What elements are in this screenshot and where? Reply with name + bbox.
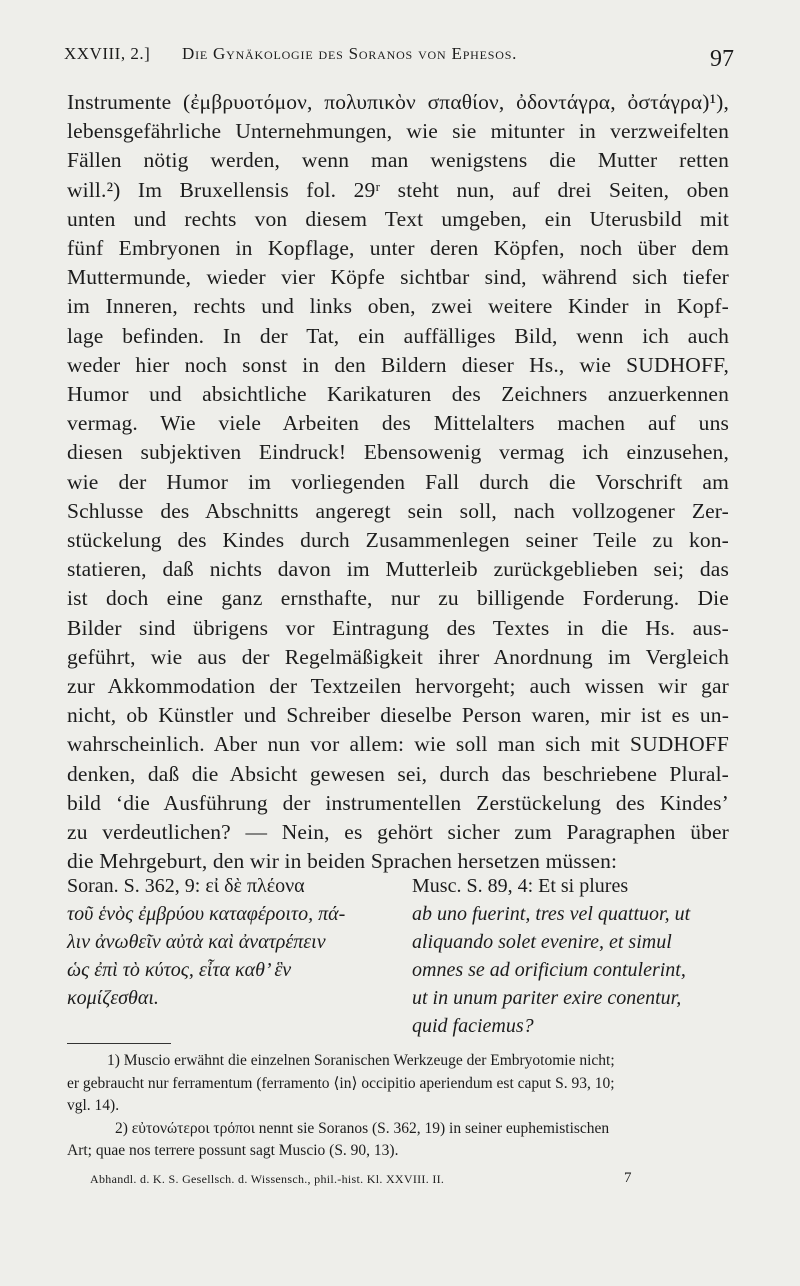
body-line: weder hier noch sonst in den Bildern dieser Hs., wie SUDHOFF,: [67, 352, 729, 377]
body-line: Bilder sind übrigens vor Eintragung des Textes in die Hs. aus-: [67, 615, 729, 640]
footnote-line: er gebraucht nur ferramentum (ferramento ⟨in⟩ occipitio aperiendum est caput S. 93, 10;: [67, 1074, 615, 1092]
body-line: denken, daß die Absicht gewesen sei, durch das beschriebene Plural-: [67, 761, 729, 786]
main-text: [67, 88, 729, 876]
greek-quotation: [67, 872, 393, 1012]
running-title: Die Gynäkologie des Soranos von Ephesos.: [182, 44, 518, 63]
footnote-line: vgl. 14).: [67, 1097, 120, 1114]
body-line: ist doch eine ganz ernsthafte, nur zu billigende Forderung. Die: [67, 586, 729, 611]
body-line: Muttermunde, wieder vier Köpfe sichtbar sind, während sich tiefer: [67, 265, 729, 290]
body-line: Schlusse des Abschnitts angeregt sein soll, nach vollzogener Zer-: [67, 498, 729, 523]
latin-quotation: [412, 872, 733, 1040]
footnote-line: 2) εὐτονώτεροι τρόποι nennt sie Soranos (S. 362, 19) in seiner euphemistischen: [115, 1119, 610, 1137]
body-line: geführt, wie aus der Regelmäßigkeit ihrer Anordnung im Vergleich: [67, 644, 729, 669]
greek-line: κομίζεσθαι.: [67, 987, 159, 1009]
footnote-1: [67, 1050, 731, 1118]
footnote-line: 1) Muscio erwähnt die einzelnen Soranischen Werkzeuge der Embryotomie nicht;: [107, 1052, 615, 1069]
body-line: Fällen nötig werden, wenn man wenigstens die Mutter retten: [67, 148, 729, 173]
latin-line: quid faciemus?: [412, 1015, 534, 1037]
body-line: vermag. Wie viele Arbeiten des Mittelalters machen auf uns: [67, 411, 729, 436]
greek-line: λιν ἀνωθεῖν αὐτὰ καὶ ἀνατρέπειν: [67, 931, 326, 953]
body-line: zur Akkommodation der Textzeilen hervorgeht; auch wissen wir gar: [67, 674, 729, 699]
body-line: bild ‘die Ausführung der instrumentellen Zerstückelung des Kindes’: [67, 790, 729, 815]
body-line: wahrscheinlich. Aber nun vor allem: wie soll man sich mit SUDHOFF: [67, 732, 729, 757]
body-line: lage befinden. In der Tat, ein auffälliges Bild, wenn ich auch: [67, 323, 729, 348]
latin-line: omnes se ad orificium contulerint,: [412, 959, 686, 981]
body-line: zu verdeutlichen? — Nein, es gehört sicher zum Paragraphen über: [67, 820, 729, 845]
signature-mark: 7: [624, 1170, 632, 1186]
greek-line: τοῦ ἑνὸς ἐμβρύου καταφέροιτο, πά-: [67, 903, 346, 925]
footnotes: [67, 1050, 731, 1163]
running-header: [64, 40, 744, 76]
body-line: diesen subjektiven Eindruck! Ebensowenig vermag ich einzusehen,: [67, 440, 729, 465]
body-line: Instrumente (ἐμβρυοτόμον, πολυπικὸν σπαθίον, ὀδοντάγρα, ὀστάγρα)¹),: [67, 90, 729, 114]
body-line: im Inneren, rechts und links oben, zwei weitere Kinder in Kopf-: [67, 294, 729, 319]
parallel-quotations: [67, 872, 733, 1042]
body-line: die Mehrgeburt, den wir in beiden Sprachen hersetzen müssen:: [67, 849, 618, 874]
latin-line: Musc. S. 89, 4: Et si plures: [412, 875, 629, 897]
body-line: fünf Embryonen in Kopflage, unter deren Köpfen, noch über dem: [67, 236, 729, 261]
footnote-line: Art; quae nos terrere possunt sagt Muscio (S. 90, 13).: [67, 1142, 399, 1159]
latin-line: ut in unum pariter exire conentur,: [412, 987, 682, 1009]
footnote-2: [67, 1118, 731, 1163]
body-line: will.²) Im Bruxellensis fol. 29ʳ steht nun, auf drei Seiten, oben: [67, 177, 729, 202]
greek-line: Soran. S. 362, 9: εἰ δὲ πλέονα: [67, 875, 305, 897]
body-line: stückelung des Kindes durch Zusammenlegen seiner Teile zu kon-: [67, 528, 729, 553]
imprint-line: Abhandl. d. K. S. Gesellsch. d. Wissensch., phil.-hist. Kl. XXVIII. II.: [90, 1172, 445, 1186]
section-number: XXVIII, 2.]: [64, 44, 151, 63]
body-line: statieren, daß nichts davon im Mutterleib zurückgeblieben sei; das: [67, 557, 729, 582]
latin-line: aliquando solet evenire, et simul: [412, 931, 672, 953]
body-line: unten und rechts von diesem Text umgeben, ein Uterusbild mit: [67, 206, 729, 231]
latin-line: ab uno fuerint, tres vel quattuor, ut: [412, 903, 691, 925]
body-line: lebensgefährliche Unternehmungen, wie sie mitunter in verzweifelten: [67, 119, 729, 144]
body-line: wie der Humor im vorliegenden Fall durch die Vorschrift am: [67, 469, 729, 494]
page-number: 97: [710, 46, 734, 72]
greek-line: ὡς ἐπὶ τὸ κύτος, εἶτα καθ’ ἓν: [67, 959, 292, 981]
body-line: nicht, ob Künstler und Schreiber dieselbe Person waren, mir ist es un-: [67, 703, 729, 728]
body-line: Humor und absichtliche Karikaturen des Zeichners anzuerkennen: [67, 382, 729, 407]
footnote-rule: [67, 1043, 171, 1044]
